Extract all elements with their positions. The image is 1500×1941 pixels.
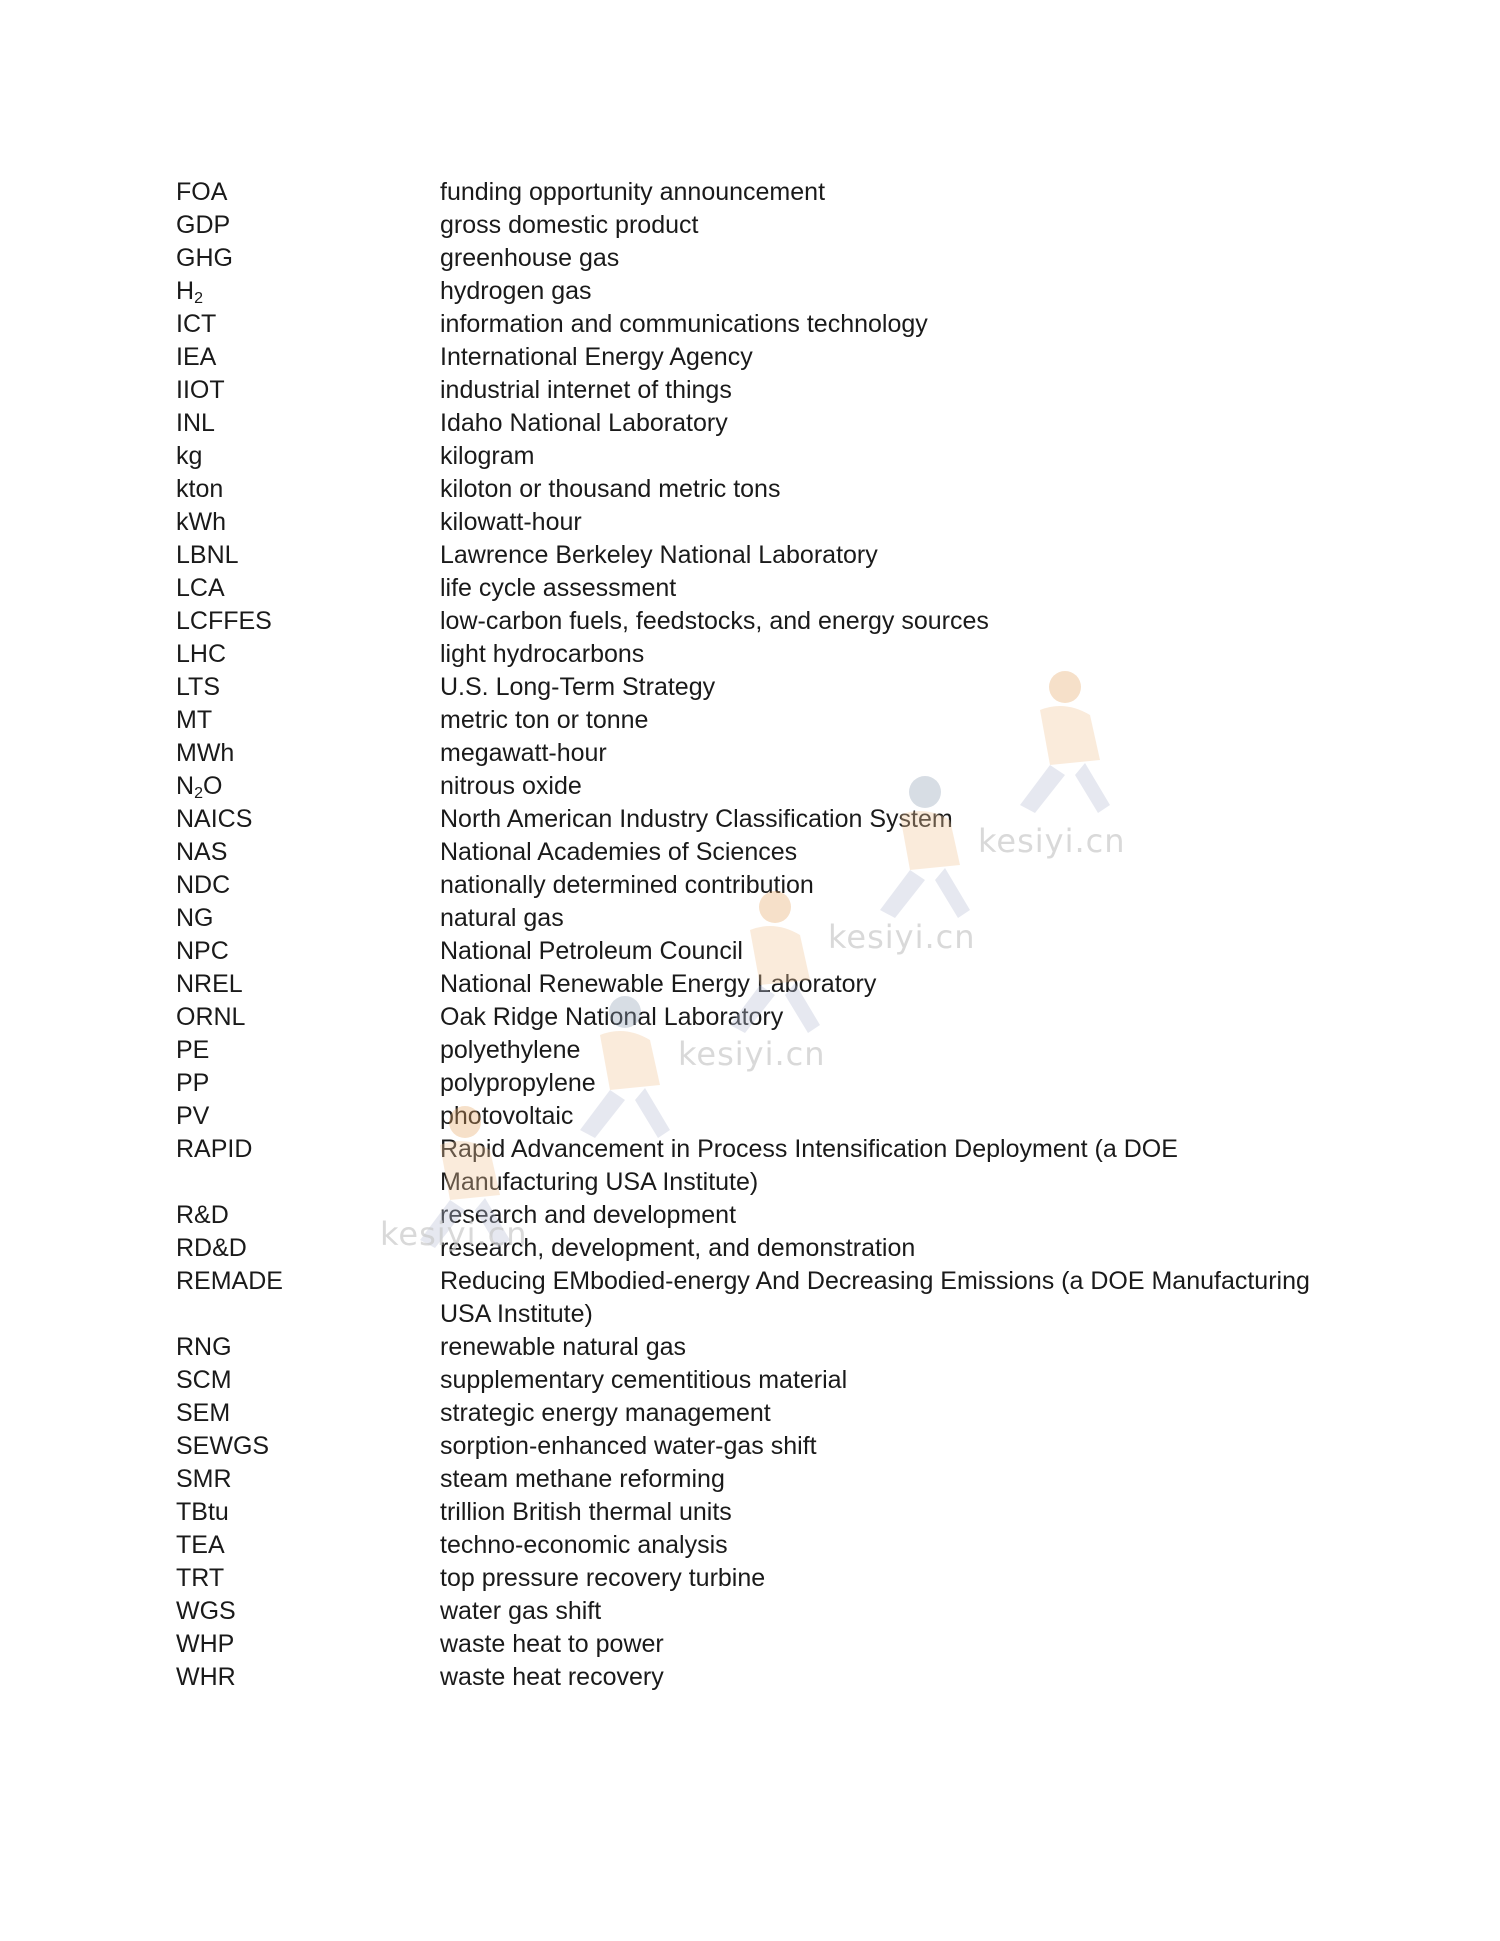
acronym-abbreviation: WHP xyxy=(176,1630,235,1658)
acronym-definition: nationally determined contribution xyxy=(440,871,814,899)
acronym-definition: nitrous oxide xyxy=(440,772,582,800)
acronym-row xyxy=(176,770,1326,803)
acronym-definition: research, development, and demonstration xyxy=(440,1234,916,1262)
acronym-definition: research and development xyxy=(440,1201,737,1229)
acronym-row xyxy=(176,1430,1326,1463)
acronym-row xyxy=(176,1562,1326,1595)
acronym-definition: North American Industry Classification System xyxy=(440,805,953,833)
acronym-abbreviation: GHG xyxy=(176,244,233,272)
acronym-abbreviation: $N_2O$ xyxy=(176,772,223,802)
acronym-definition: metric ton or tonne xyxy=(440,706,649,734)
acronym-definition: trillion British thermal units xyxy=(440,1498,732,1526)
acronym-row xyxy=(176,836,1326,869)
acronym-definition: polyethylene xyxy=(440,1036,581,1064)
acronym-row xyxy=(176,176,1326,209)
acronym-abbreviation: R&D xyxy=(176,1201,229,1229)
acronym-abbreviation: NG xyxy=(176,904,214,932)
acronym-row xyxy=(176,638,1326,671)
acronym-abbreviation: REMADE xyxy=(176,1267,283,1295)
acronym-row xyxy=(176,1595,1326,1628)
acronym-row xyxy=(176,803,1326,836)
acronym-row xyxy=(176,935,1326,968)
acronym-definition: information and communications technology xyxy=(440,310,928,338)
acronym-abbreviation: NDC xyxy=(176,871,231,899)
acronym-definition: Idaho National Laboratory xyxy=(440,409,728,437)
acronym-definition: techno-economic analysis xyxy=(440,1531,728,1559)
acronym-abbreviation: SEWGS xyxy=(176,1432,270,1460)
acronym-row xyxy=(176,539,1326,572)
acronym-abbreviation: kWh xyxy=(176,508,226,536)
acronym-definition: greenhouse gas xyxy=(440,244,620,272)
acronym-definition: water gas shift xyxy=(440,1597,602,1625)
acronym-abbreviation: RNG xyxy=(176,1333,232,1361)
acronym-row xyxy=(176,1529,1326,1562)
acronym-row xyxy=(176,1067,1326,1100)
acronym-row xyxy=(176,1397,1326,1430)
acronym-row xyxy=(176,1463,1326,1496)
acronym-row xyxy=(176,242,1326,275)
acronym-definition: photovoltaic xyxy=(440,1102,574,1130)
acronym-abbreviation: SCM xyxy=(176,1366,232,1394)
acronym-row xyxy=(176,737,1326,770)
acronym-abbreviation: PP xyxy=(176,1069,210,1097)
acronym-abbreviation: $H_2$ xyxy=(176,277,203,307)
acronym-row xyxy=(176,869,1326,902)
acronym-abbreviation: kton xyxy=(176,475,224,503)
acronym-abbreviation: MWh xyxy=(176,739,235,767)
acronym-abbreviation: kg xyxy=(176,442,203,470)
acronym-row xyxy=(176,671,1326,704)
acronym-definition: U.S. Long-Term Strategy xyxy=(440,673,716,701)
acronym-row xyxy=(176,473,1326,506)
acronym-row xyxy=(176,605,1326,638)
acronym-definition: strategic energy management xyxy=(440,1399,771,1427)
acronym-abbreviation: LCFFES xyxy=(176,607,272,635)
acronym-row xyxy=(176,341,1326,374)
acronym-abbreviation: TBtu xyxy=(176,1498,229,1526)
acronym-abbreviation: TEA xyxy=(176,1531,225,1559)
acronym-abbreviation: PV xyxy=(176,1102,210,1130)
acronym-definition: Oak Ridge National Laboratory xyxy=(440,1003,784,1031)
acronym-abbreviation: WGS xyxy=(176,1597,236,1625)
acronym-definition: Rapid Advancement in Process Intensification Deployment (a DOE Manufacturing USA Institute) xyxy=(440,1135,1178,1196)
acronym-abbreviation: RAPID xyxy=(176,1135,253,1163)
acronym-abbreviation: SEM xyxy=(176,1399,231,1427)
watermark-text: kesiyi.cn xyxy=(828,918,976,956)
acronym-definition: megawatt-hour xyxy=(440,739,607,767)
acronym-abbreviation: INL xyxy=(176,409,215,437)
watermark-text: kesiyi.cn xyxy=(978,822,1126,860)
acronym-abbreviation: FOA xyxy=(176,178,228,206)
acronym-row xyxy=(176,1001,1326,1034)
acronym-abbreviation: RD&D xyxy=(176,1234,247,1262)
acronym-abbreviation: IEA xyxy=(176,343,217,371)
acronym-definition: polypropylene xyxy=(440,1069,596,1097)
acronym-list xyxy=(176,176,1326,1694)
acronym-abbreviation: LCA xyxy=(176,574,225,602)
acronym-definition: steam methane reforming xyxy=(440,1465,725,1493)
acronym-row xyxy=(176,704,1326,737)
acronym-row xyxy=(176,572,1326,605)
acronym-row xyxy=(176,1232,1326,1265)
acronym-row xyxy=(176,308,1326,341)
acronym-definition: kiloton or thousand metric tons xyxy=(440,475,781,503)
acronym-definition: low-carbon fuels, feedstocks, and energy sources xyxy=(440,607,989,635)
acronym-definition: National Petroleum Council xyxy=(440,937,743,965)
acronym-definition: life cycle assessment xyxy=(440,574,677,602)
acronym-abbreviation: ORNL xyxy=(176,1003,246,1031)
acronym-row xyxy=(176,1496,1326,1529)
acronym-definition: renewable natural gas xyxy=(440,1333,686,1361)
acronym-row xyxy=(176,1265,1326,1331)
acronym-definition: industrial internet of things xyxy=(440,376,732,404)
acronym-definition: hydrogen gas xyxy=(440,277,592,305)
acronym-abbreviation: GDP xyxy=(176,211,231,239)
acronym-abbreviation: PE xyxy=(176,1036,210,1064)
acronym-row xyxy=(176,407,1326,440)
acronym-row xyxy=(176,1364,1326,1397)
acronym-definition: top pressure recovery turbine xyxy=(440,1564,766,1592)
acronym-definition: supplementary cementitious material xyxy=(440,1366,848,1394)
acronym-abbreviation: NPC xyxy=(176,937,229,965)
acronym-definition: gross domestic product xyxy=(440,211,699,239)
acronym-row xyxy=(176,1628,1326,1661)
acronym-row xyxy=(176,209,1326,242)
acronym-abbreviation: TRT xyxy=(176,1564,225,1592)
watermark-text: kesiyi.cn xyxy=(380,1215,528,1253)
acronym-abbreviation: IIOT xyxy=(176,376,225,404)
acronym-abbreviation: SMR xyxy=(176,1465,232,1493)
acronym-definition: kilogram xyxy=(440,442,535,470)
acronym-abbreviation: ICT xyxy=(176,310,217,338)
acronym-definition: Reducing EMbodied-energy And Decreasing Emissions (a DOE Manufacturing USA Institute) xyxy=(440,1267,1310,1328)
acronym-definition: light hydrocarbons xyxy=(440,640,645,668)
acronym-row xyxy=(176,440,1326,473)
acronym-definition: National Academies of Sciences xyxy=(440,838,798,866)
acronym-definition: waste heat recovery xyxy=(440,1663,664,1691)
acronym-definition: kilowatt-hour xyxy=(440,508,582,536)
acronym-definition: Lawrence Berkeley National Laboratory xyxy=(440,541,878,569)
acronym-row xyxy=(176,968,1326,1001)
acronym-definition: sorption-enhanced water-gas shift xyxy=(440,1432,817,1460)
acronym-abbreviation: LHC xyxy=(176,640,227,668)
acronym-abbreviation: MT xyxy=(176,706,213,734)
watermark-text: kesiyi.cn xyxy=(678,1035,826,1073)
acronym-row xyxy=(176,506,1326,539)
acronym-row xyxy=(176,275,1326,308)
acronym-definition: National Renewable Energy Laboratory xyxy=(440,970,877,998)
acronym-row xyxy=(176,1331,1326,1364)
acronym-row xyxy=(176,1661,1326,1694)
acronym-definition: International Energy Agency xyxy=(440,343,753,371)
acronym-definition: funding opportunity announcement xyxy=(440,178,826,206)
acronym-abbreviation: NREL xyxy=(176,970,243,998)
acronym-definition: waste heat to power xyxy=(440,1630,664,1658)
acronym-row xyxy=(176,1100,1326,1133)
acronym-row xyxy=(176,902,1326,935)
acronym-row xyxy=(176,1199,1326,1232)
acronym-abbreviation: WHR xyxy=(176,1663,236,1691)
acronym-abbreviation: LBNL xyxy=(176,541,239,569)
acronym-definition: natural gas xyxy=(440,904,564,932)
acronym-row xyxy=(176,374,1326,407)
acronym-row xyxy=(176,1133,1326,1199)
acronym-row xyxy=(176,1034,1326,1067)
acronym-abbreviation: NAS xyxy=(176,838,228,866)
acronym-abbreviation: LTS xyxy=(176,673,220,701)
acronym-abbreviation: NAICS xyxy=(176,805,253,833)
